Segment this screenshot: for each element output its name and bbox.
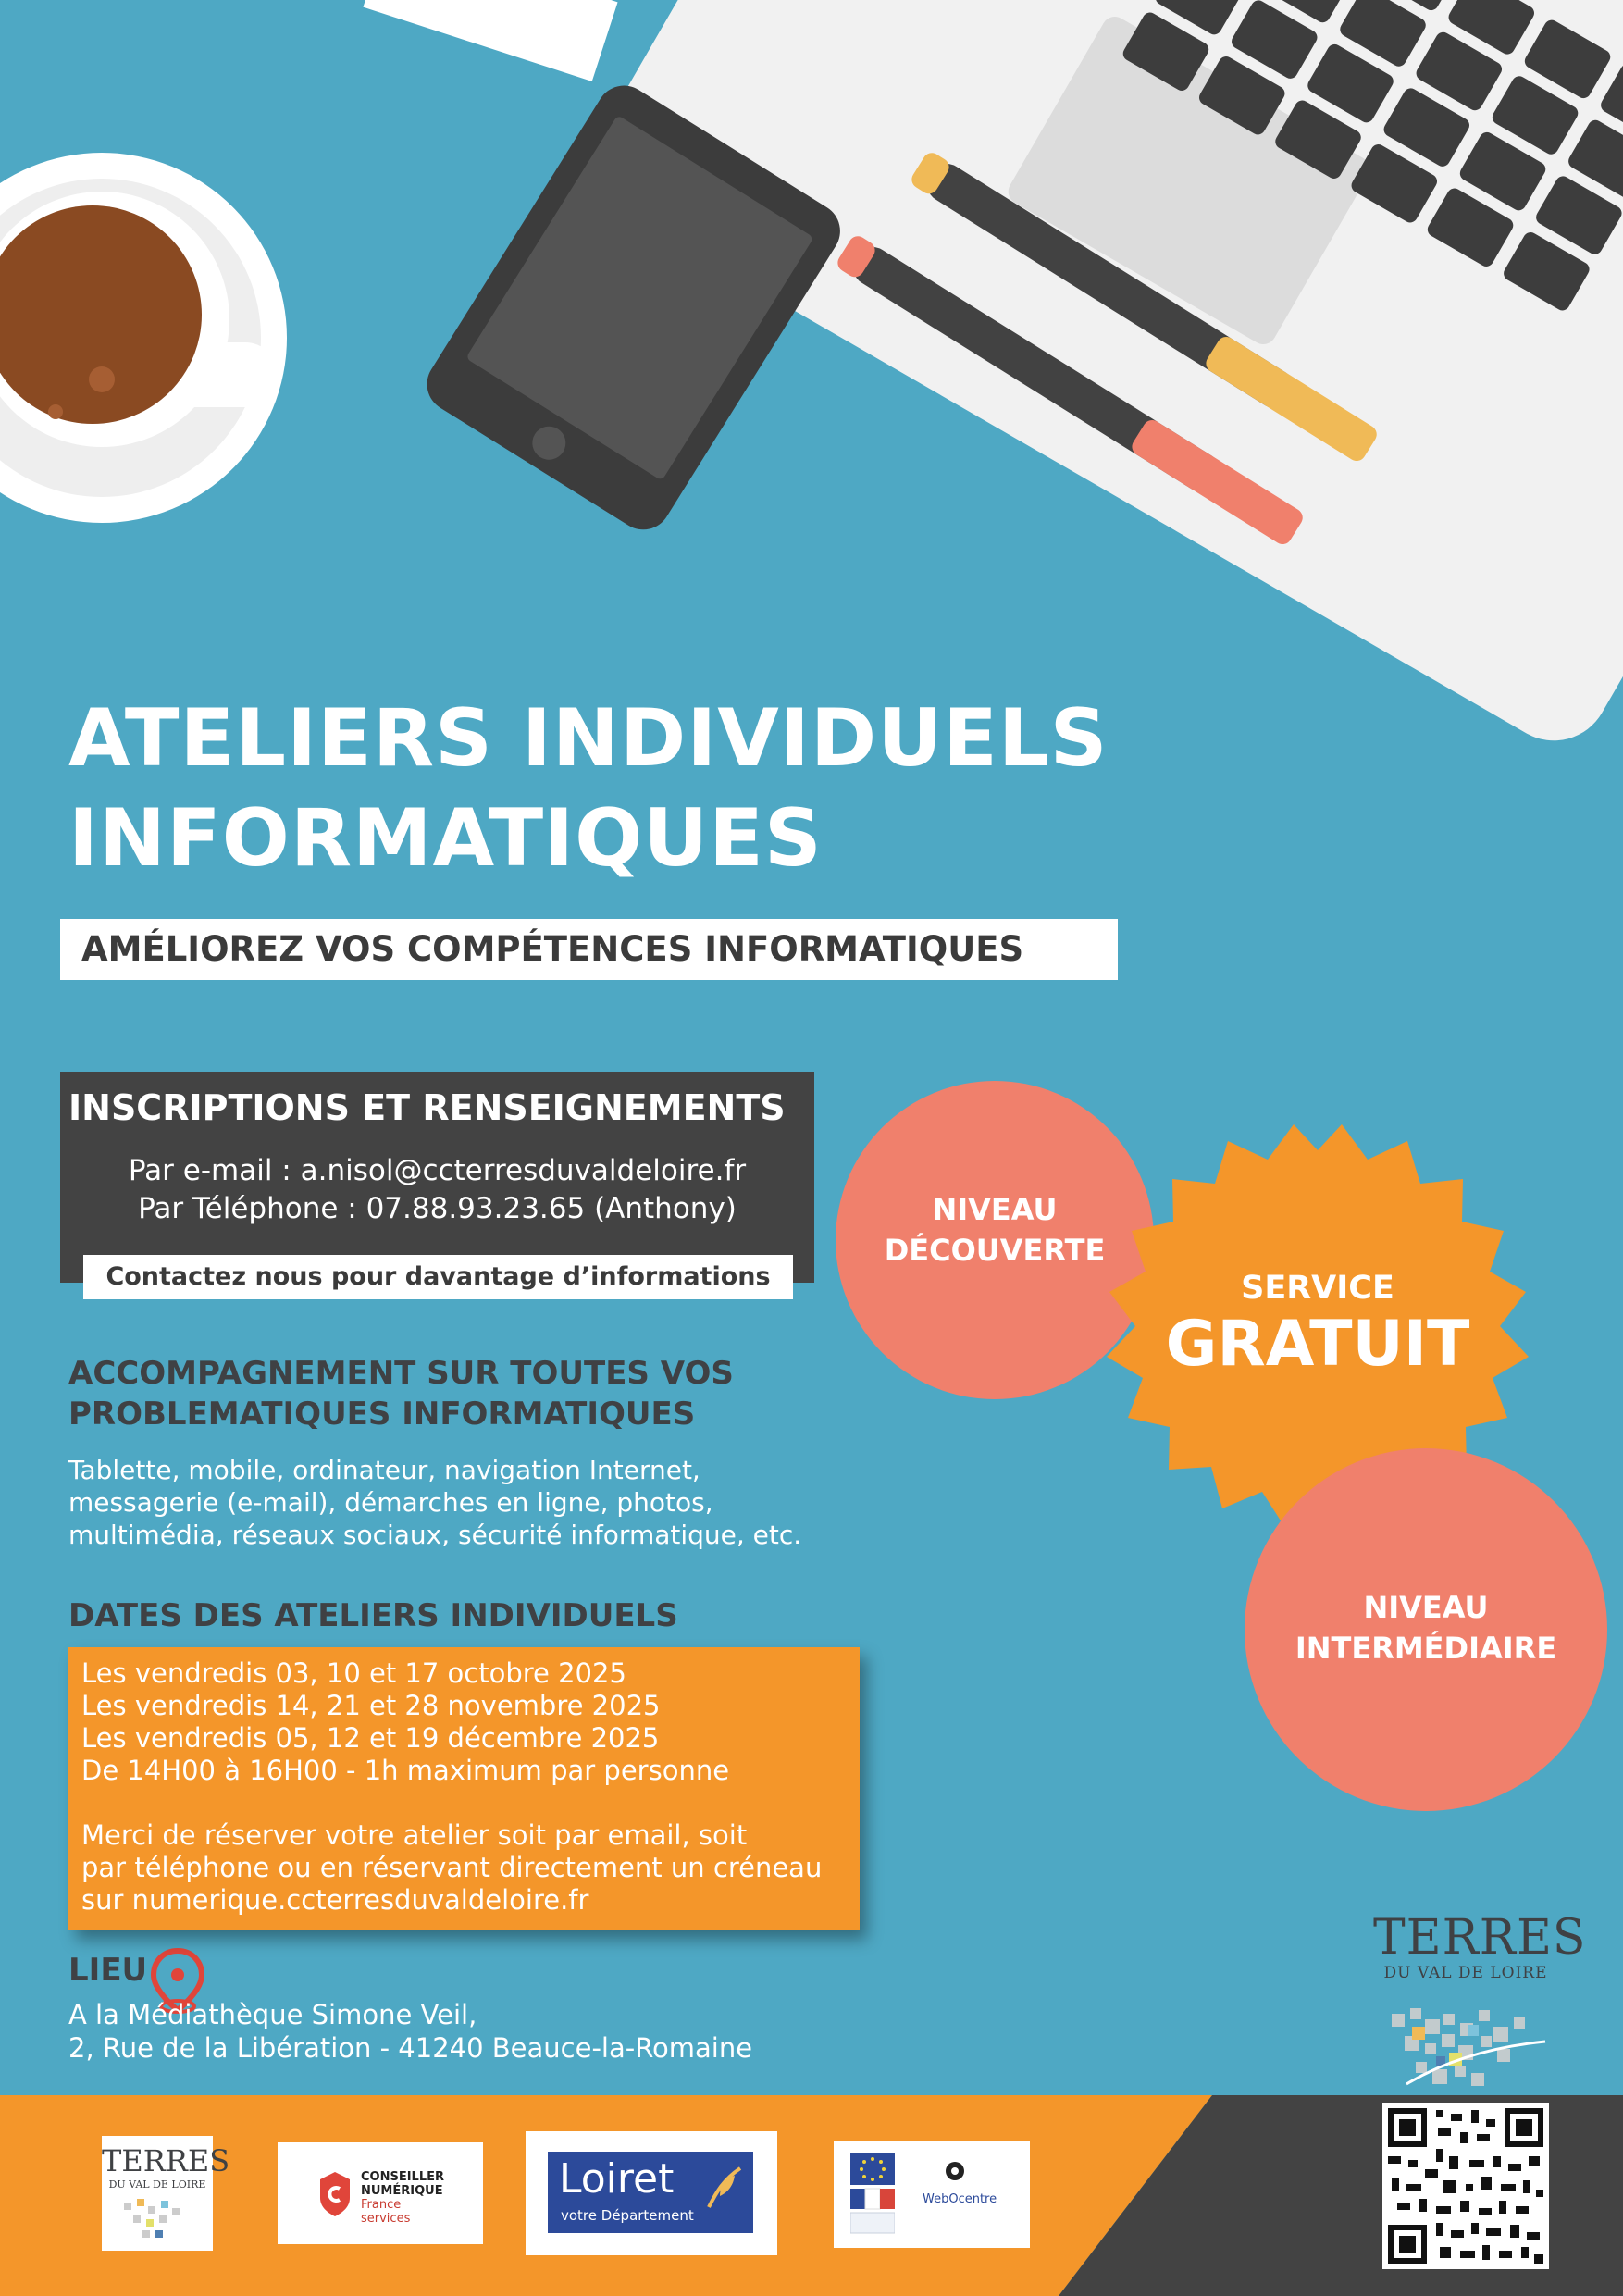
dates-line: Merci de réserver votre atelier soit par email, soit [81,1819,748,1851]
accompagnement-heading [68,1353,734,1434]
accompagnement-text [68,1454,801,1551]
conseiller-line-2: NUMÉRIQUE [361,2184,443,2198]
conseiller-line-1: CONSEILLER [361,2170,445,2184]
lieu-heading: LIEU [68,1952,148,1989]
badge-decouverte [836,1189,1154,1271]
qr-code [1382,2103,1549,2269]
dates-line: Les vendredis 03, 10 et 17 octobre 2025 [81,1657,626,1689]
accompagnement-heading-line-2: PROBLEMATIQUES INFORMATIQUES [68,1396,696,1433]
badge-service-line-1: SERVICE [1241,1270,1394,1307]
accompagnement-heading-line-1: ACCOMPAGNEMENT SUR TOUTES VOS [68,1355,734,1392]
paper-icon [363,0,617,81]
loiret-wheat-icon [703,2165,748,2211]
inscriptions-phone[interactable]: Par Téléphone : 07.88.93.23.65 (Anthony) [138,1192,737,1225]
page-title [68,689,1179,888]
loiret-tagline: votre Département [561,2207,694,2224]
dates-list [81,1657,822,1917]
lieu-line-2: 2, Rue de la Libération - 41240 Beauce-la-Romaine [68,2032,753,2064]
france-services: France services [361,2198,411,2226]
eu-region-flag-icon [850,2153,895,2235]
logo-terres-small-graphic [120,2197,194,2243]
dates-line: Les vendredis 14, 21 et 28 novembre 2025 [81,1690,661,1721]
loiret-banner [548,2152,753,2233]
webocentre-pin-icon [941,2159,969,2187]
lieu-address [68,1998,752,2065]
logo-conseiller-numerique [278,2142,483,2244]
inscriptions-heading: INSCRIPTIONS ET RENSEIGNEMENTS [68,1087,786,1128]
dates-line[interactable]: sur numerique.ccterresduvaldeloire.fr [81,1884,589,1916]
badge-intermediaire-line-1: NIVEAU [1363,1590,1489,1625]
coffee-cup-icon [0,153,287,523]
badge-decouverte-line-2: DÉCOUVERTE [884,1233,1106,1268]
badge-service-line-2: GRATUIT [1165,1308,1470,1381]
logo-terres-small-sub: DU VAL DE LOIRE [108,2178,206,2191]
dates-line [81,1787,822,1819]
conseiller-numerique-icon [318,2170,352,2218]
logo-partners [834,2141,1030,2248]
inscriptions-email[interactable]: Par e-mail : a.nisol@ccterresduvaldeloire.fr [128,1154,747,1187]
contact-cta: Contactez nous pour davantage d’informations [105,1262,771,1291]
terres-logo-sub: DU VAL DE LOIRE [1383,1964,1548,1982]
dates-heading: DATES DES ATELIERS INDIVIDUELS [68,1597,678,1634]
accompagnement-text-line: multimédia, réseaux sociaux, sécurité informatique, etc. [68,1520,802,1550]
title-line-1: ATELIERS INDIVIDUELS [68,692,1109,785]
logo-terres-small-main: TERRES [102,2143,230,2178]
terres-logo [1373,1910,1587,1982]
terres-logo-graphic [1392,2008,1545,2086]
accompagnement-text-line: Tablette, mobile, ordinateur, navigation Internet, [68,1455,700,1485]
badge-intermediaire-line-2: INTERMÉDIAIRE [1295,1631,1557,1666]
dates-line: De 14H00 à 16H00 - 1h maximum par personne [81,1755,730,1786]
webocentre-text: WebOcentre [923,2192,997,2206]
title-line-2: INFORMATIQUES [68,792,823,885]
badge-service-gratuit [1133,1268,1503,1381]
dates-line: par téléphone ou en réservant directement un créneau [81,1852,823,1883]
accompagnement-text-line: messagerie (e-mail), démarches en ligne, photos, [68,1487,713,1518]
dates-line: Les vendredis 05, 12 et 19 décembre 2025 [81,1722,660,1754]
conseiller-numerique-text [361,2170,444,2226]
badge-decouverte-line-1: NIVEAU [932,1192,1058,1227]
logo-loiret [526,2131,777,2255]
logo-terres-small [102,2136,230,2251]
terres-logo-main: TERRES [1373,1910,1587,1966]
badge-intermediaire [1245,1587,1606,1669]
loiret-name: Loiret [559,2155,675,2203]
lieu-line-1: A la Médiathèque Simone Veil, [68,1999,477,2030]
subtitle: AMÉLIOREZ VOS COMPÉTENCES INFORMATIQUES [81,929,1024,969]
